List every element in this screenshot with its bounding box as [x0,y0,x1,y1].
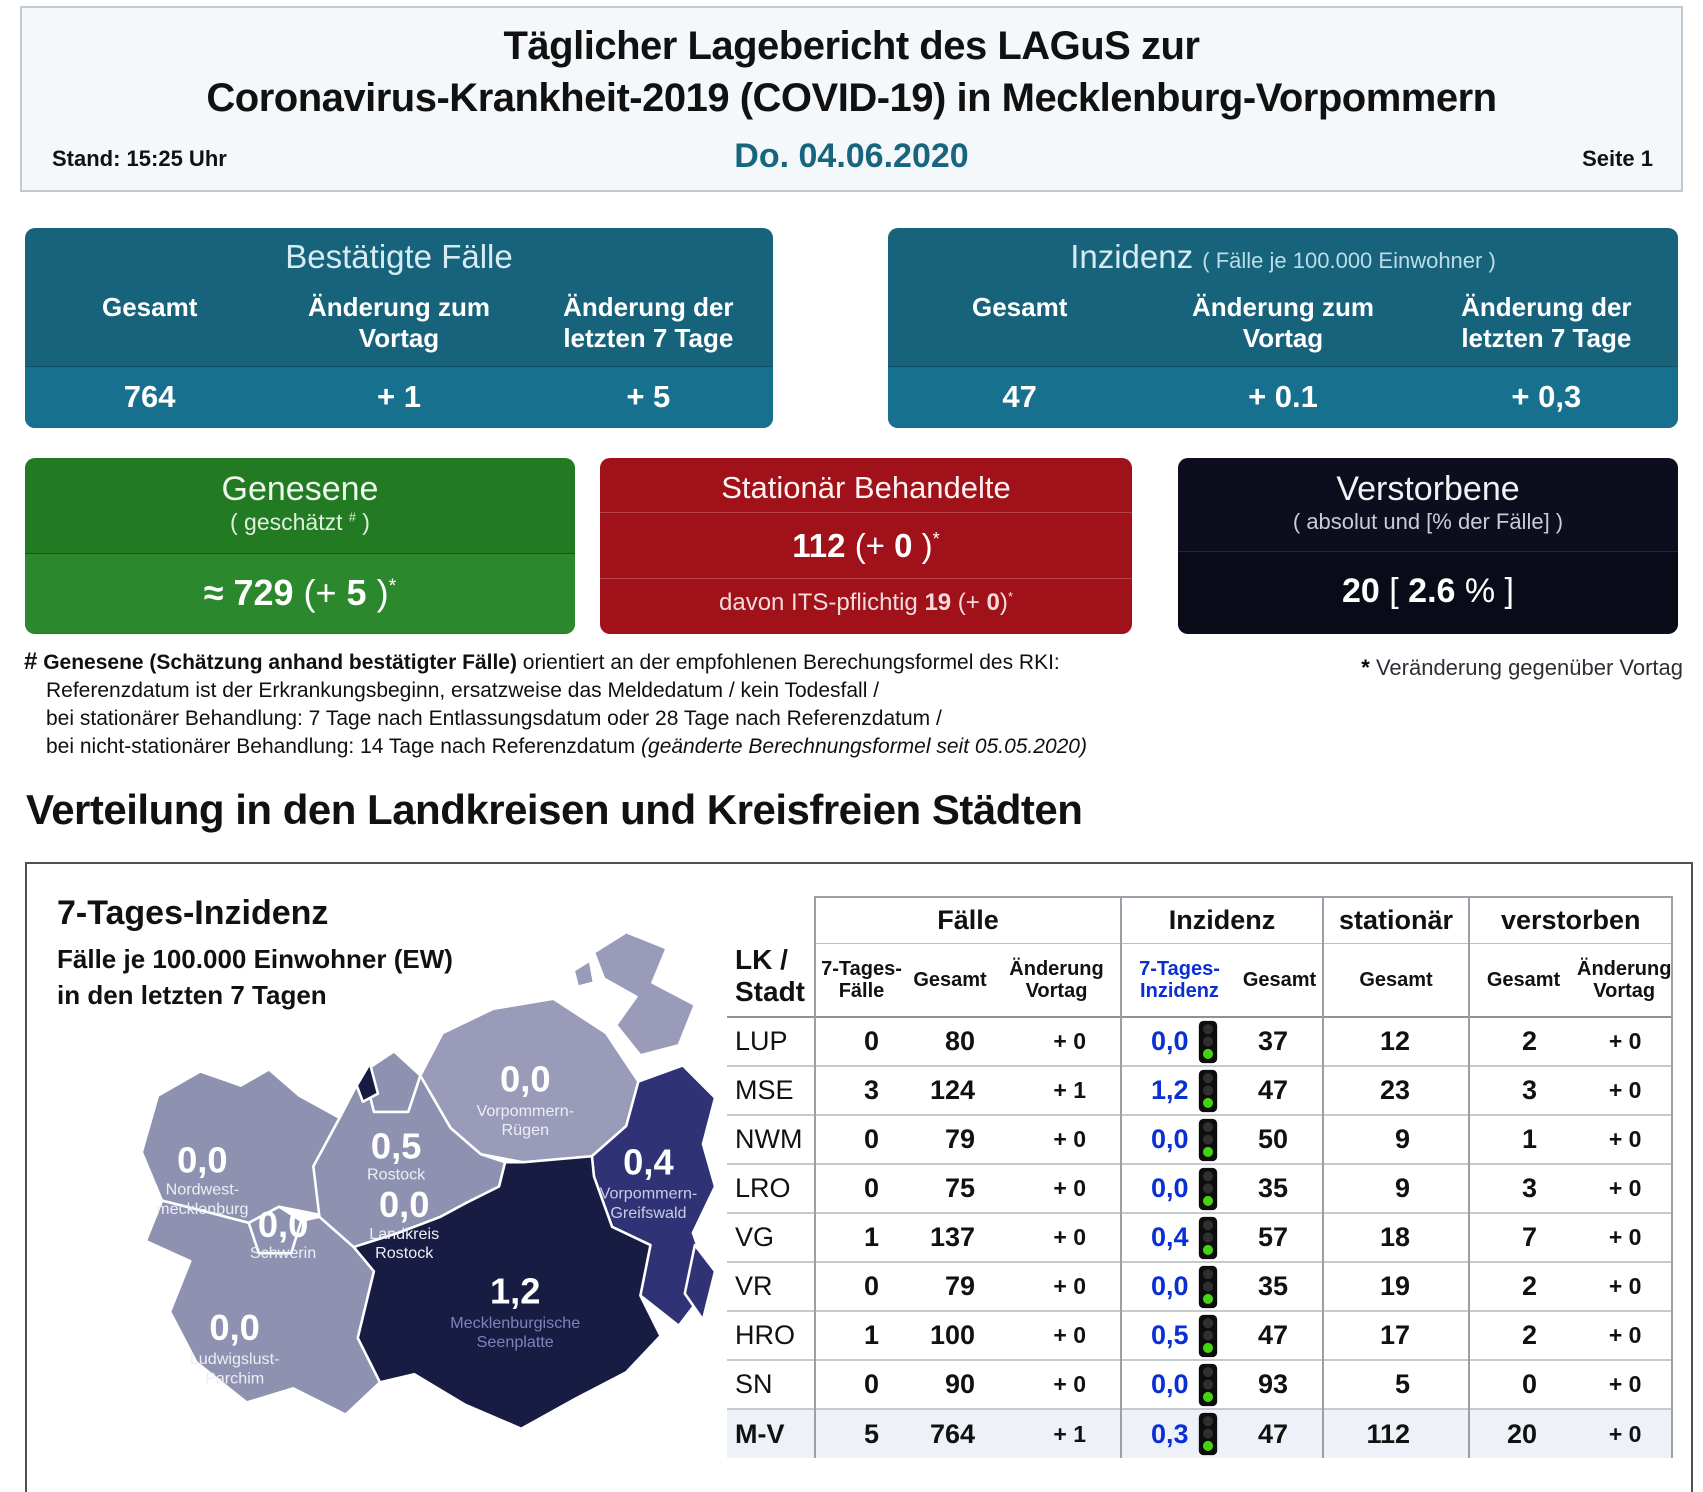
col-lk-stadt: LK / Stadt [735,944,805,1007]
confirmed-total: 764 [123,379,176,414]
svg-text:0,5: 0,5 [370,1125,422,1167]
cell-faelle-aenderung: + 1 [993,1066,1121,1115]
svg-text:0,0: 0,0 [209,1306,260,1348]
cell-7tages-faelle: 3 [815,1066,907,1115]
deceased-value: 20 [ 2.6 % ] [1178,552,1678,632]
svg-text:mecklenburg: mecklenburg [156,1199,249,1218]
cell-faelle-aenderung: + 0 [993,1017,1121,1066]
cell-stationaer-gesamt: 19 [1323,1262,1469,1311]
traffic-light-icon [1197,1314,1219,1358]
cell-stationaer-gesamt: 9 [1323,1115,1469,1164]
cell-verstorben-aenderung: + 0 [1577,1164,1672,1213]
asterisk-note: * Veränderung gegenüber Vortag [1361,655,1683,680]
table-row [727,1164,1672,1213]
cell-faelle-gesamt: 75 [907,1164,993,1213]
traffic-light-icon [1197,1363,1219,1407]
incidence-value: 0,3 [1150,1418,1189,1449]
cell-verstorben-aenderung: + 0 [1577,1360,1672,1409]
traffic-light-icon [1197,1216,1219,1260]
cell-verstorben-gesamt: 2 [1469,1017,1577,1066]
svg-text:Schwerin: Schwerin [249,1244,317,1263]
cell-inzidenz-gesamt: 35 [1237,1262,1323,1311]
cell-stationaer-gesamt: 9 [1323,1164,1469,1213]
cell-verstorben-gesamt: 1 [1469,1115,1577,1164]
incidence-delta-week: + 0,3 [1511,379,1582,414]
subcol-inzidenz-gesamt: Gesamt [1237,943,1323,1017]
incidence-title: Inzidenz ( Fälle je 100.000 Einwohner ) [1070,238,1496,275]
svg-text:0,0: 0,0 [177,1139,228,1181]
cell-stationaer-gesamt: 112 [1323,1409,1469,1458]
svg-text:Vorpommern-: Vorpommern- [476,1101,575,1120]
cell-verstorben-gesamt: 2 [1469,1311,1577,1360]
svg-text:Greifswald: Greifswald [610,1203,687,1222]
cell-7tages-inzidenz [1121,1017,1237,1066]
cell-inzidenz-gesamt: 47 [1237,1409,1323,1458]
cell-7tages-faelle: 0 [815,1017,907,1066]
cell-faelle-aenderung: + 0 [993,1360,1121,1409]
group-stationaer: stationär [1323,897,1469,943]
cell-stationaer-gesamt: 23 [1323,1066,1469,1115]
table-row [727,1066,1672,1115]
cell-inzidenz-gesamt: 37 [1237,1017,1323,1066]
map-subtitle-1: Fälle je 100.000 Einwohner (EW) [57,944,453,974]
group-inzidenz: Inzidenz [1121,897,1323,943]
deceased-title: Verstorbene [1336,470,1520,508]
svg-text:Rostock: Rostock [375,1244,434,1263]
icu-value: davon ITS-pflichtig 19 (+ 0)* [719,589,1013,616]
cell-7tages-faelle: 1 [815,1311,907,1360]
cell-verstorben-gesamt: 0 [1469,1360,1577,1409]
confirmed-cases-title: Bestätigte Fälle [285,238,513,275]
cell-7tages-faelle: 5 [815,1409,907,1458]
traffic-light-icon [1197,1069,1219,1113]
hospitalized-value: 112 (+ 0 )* [600,513,1132,579]
cell-verstorben-gesamt: 3 [1469,1066,1577,1115]
incidence-card [888,228,1678,428]
recovered-footnote [24,648,1174,761]
table-row [727,1262,1672,1311]
hospitalized-title: Stationär Behandelte [600,458,1132,513]
traffic-light-icon [1197,1167,1219,1211]
cell-verstorben-aenderung: + 0 [1577,1115,1672,1164]
map-subtitle-2: in den letzten 7 Tagen [57,980,327,1010]
confirmed-cases-values [25,366,773,428]
cell-7tages-inzidenz [1121,1360,1237,1409]
cell-7tages-faelle: 0 [815,1262,907,1311]
incidence-value: 1,2 [1150,1075,1189,1105]
cell-verstorben-aenderung: + 0 [1577,1409,1672,1458]
cell-verstorben-aenderung: + 0 [1577,1311,1672,1360]
report-timestamp: Stand: 15:25 Uhr [52,146,227,171]
report-title-line1: Täglicher Lagebericht des LAGuS zur [503,24,1200,68]
cell-faelle-gesamt: 137 [907,1213,993,1262]
svg-text:0,4: 0,4 [623,1141,674,1183]
deceased-card [1178,458,1678,634]
table-row [727,1409,1672,1458]
svg-text:Vorpommern-: Vorpommern- [599,1184,698,1203]
svg-text:Rügen: Rügen [501,1121,550,1140]
col-aenderung-7tage: Änderung der letzten 7 Tage [563,292,734,353]
incidence-values [888,366,1678,428]
incidence-value: 0,0 [1150,1369,1189,1399]
section-title: Verteilung in den Landkreisen und Kreisfreien Städten [26,786,1083,833]
col-aenderung-vortag: Änderung zum Vortag [307,292,490,353]
subcol-verstorben-gesamt: Gesamt [1469,943,1577,1017]
svg-text:Ludwigslust-: Ludwigslust- [189,1350,280,1369]
cell-stationaer-gesamt: 5 [1323,1360,1469,1409]
footnote-line4: bei nicht-stationärer Behandlung: 14 Tage nach Referenzdatum (geänderte Berechnungsformel seit 05.05.2020) [46,735,1087,758]
recovered-value: ≈ 729 (+ 5 )* [25,554,575,633]
cell-verstorben-gesamt: 20 [1469,1409,1577,1458]
incidence-total: 47 [1002,379,1037,414]
incidence-value: 0,0 [1150,1026,1189,1056]
svg-text:0,0: 0,0 [500,1058,551,1100]
cell-faelle-aenderung: + 0 [993,1213,1121,1262]
cell-faelle-gesamt: 100 [907,1311,993,1360]
cell-faelle-aenderung: + 0 [993,1262,1121,1311]
incidence-value: 0,4 [1150,1222,1189,1252]
table-row [727,1017,1672,1066]
subcol-faelle-gesamt: Gesamt [907,943,993,1017]
subcol-7tages-inzidenz: 7-Tages- Inzidenz [1121,943,1237,1017]
recovered-subtitle: ( geschätzt # ) [230,509,370,535]
cell-verstorben-gesamt: 3 [1469,1164,1577,1213]
cell-7tages-faelle: 0 [815,1164,907,1213]
svg-text:1,2: 1,2 [489,1270,541,1312]
report-date: Do. 04.06.2020 [734,137,969,175]
incidence-value: 0,5 [1150,1320,1189,1350]
cell-7tages-inzidenz [1121,1066,1237,1115]
group-faelle: Fälle [815,897,1121,943]
district-code: VG [727,1213,815,1262]
cell-verstorben-gesamt: 7 [1469,1213,1577,1262]
cell-faelle-aenderung: + 0 [993,1115,1121,1164]
col-gesamt: Gesamt [101,292,198,322]
cell-verstorben-aenderung: + 0 [1577,1017,1672,1066]
cell-inzidenz-gesamt: 57 [1237,1213,1323,1262]
district-panel [25,862,1693,1492]
recovered-card [25,458,575,634]
page-number: Seite 1 [1582,146,1653,171]
cell-inzidenz-gesamt: 47 [1237,1311,1323,1360]
deceased-subtitle: ( absolut und [% der Fälle] ) [1292,509,1564,534]
svg-text:0,0: 0,0 [257,1203,309,1245]
svg-text:Nordwest-: Nordwest- [165,1180,240,1199]
cell-faelle-gesamt: 124 [907,1066,993,1115]
cell-7tages-inzidenz [1121,1262,1237,1311]
cell-7tages-inzidenz [1121,1164,1237,1213]
incidence-value: 0,0 [1150,1271,1189,1301]
report-header [20,6,1683,192]
recovered-title: Genesene [221,470,379,508]
cell-7tages-inzidenz [1121,1311,1237,1360]
svg-text:Mecklenburgische: Mecklenburgische [450,1313,581,1332]
cell-verstorben-aenderung: + 0 [1577,1066,1672,1115]
cell-faelle-gesamt: 79 [907,1115,993,1164]
cell-faelle-gesamt: 79 [907,1262,993,1311]
cell-faelle-aenderung: + 0 [993,1311,1121,1360]
region-label-rostock-stadt [367,1125,426,1183]
subcol-stationaer-gesamt: Gesamt [1323,943,1469,1017]
cell-inzidenz-gesamt: 93 [1237,1360,1323,1409]
district-code: LRO [727,1164,815,1213]
incidence-map [37,912,727,1457]
cell-7tages-faelle: 0 [815,1115,907,1164]
cell-7tages-inzidenz [1121,1213,1237,1262]
district-table [727,896,1673,1458]
cell-faelle-gesamt: 80 [907,1017,993,1066]
col-aenderung-7tage: Änderung der letzten 7 Tage [1461,292,1632,353]
incidence-value: 0,0 [1150,1173,1189,1203]
footnote-line1: # Genesene (Schätzung anhand bestätigter Fälle) orientiert an der empfohlenen Berechungsformel des RKI: [24,648,1060,675]
report-title-line2: Coronavirus-Krankheit-2019 (COVID-19) in Mecklenburg-Vorpommern [206,76,1497,120]
district-code: LUP [727,1017,815,1066]
subcol-faelle-aenderung: Änderung Vortag [993,943,1121,1017]
table-row [727,1213,1672,1262]
cell-inzidenz-gesamt: 47 [1237,1066,1323,1115]
cell-faelle-aenderung: + 1 [993,1409,1121,1458]
confirmed-delta-day: + 1 [377,379,421,414]
cell-7tages-faelle: 0 [815,1360,907,1409]
cell-stationaer-gesamt: 18 [1323,1213,1469,1262]
svg-text:Seenplatte: Seenplatte [476,1332,554,1351]
recovered-title-block [25,458,575,554]
footnote-line2: Referenzdatum ist der Erkrankungsbeginn, ersatzweise das Meldedatum / kein Todesfall / [46,679,880,702]
district-code: SN [727,1360,815,1409]
district-code: VR [727,1262,815,1311]
hospitalized-card [600,458,1132,634]
deceased-title-block [1178,458,1678,552]
cell-verstorben-aenderung: + 0 [1577,1262,1672,1311]
cell-7tages-faelle: 1 [815,1213,907,1262]
table-row [727,1360,1672,1409]
confirmed-delta-week: + 5 [626,379,671,414]
cell-faelle-gesamt: 90 [907,1360,993,1409]
traffic-light-icon [1197,1020,1219,1064]
cell-7tages-inzidenz [1121,1409,1237,1458]
cell-inzidenz-gesamt: 35 [1237,1164,1323,1213]
map-title: 7-Tages-Inzidenz [57,894,329,932]
cell-verstorben-aenderung: + 0 [1577,1213,1672,1262]
traffic-light-icon [1197,1412,1219,1456]
group-verstorben: verstorben [1469,897,1672,943]
col-aenderung-vortag: Änderung zum Vortag [1191,292,1374,353]
traffic-light-icon [1197,1118,1219,1162]
cell-verstorben-gesamt: 2 [1469,1262,1577,1311]
cell-7tages-inzidenz [1121,1115,1237,1164]
report-title [22,20,1681,124]
incidence-delta-day: + 0.1 [1248,379,1318,414]
col-gesamt: Gesamt [971,292,1068,322]
confirmed-cases-headers [25,286,773,366]
incidence-headers [888,286,1678,366]
svg-text:Parchim: Parchim [205,1369,265,1388]
confirmed-cases-card [25,228,773,428]
cell-faelle-gesamt: 764 [907,1409,993,1458]
district-table-body [727,1017,1672,1458]
subcol-7tages-faelle: 7-Tages- Fälle [815,943,907,1017]
traffic-light-icon [1197,1265,1219,1309]
footnote-line3: bei stationärer Behandlung: 7 Tage nach Entlassungsdatum oder 28 Tage nach Referenzdatum / [46,707,942,730]
cell-stationaer-gesamt: 12 [1323,1017,1469,1066]
cell-faelle-aenderung: + 0 [993,1164,1121,1213]
district-code: MSE [727,1066,815,1115]
region-label-landkreis-rostock [369,1184,439,1262]
table-row [727,1115,1672,1164]
region-hiddensee-island [574,960,594,986]
district-code: NWM [727,1115,815,1164]
svg-text:Landkreis: Landkreis [369,1225,440,1243]
district-code: HRO [727,1311,815,1360]
region-label-schwerin [250,1204,316,1262]
table-row [727,1311,1672,1360]
incidence-value: 0,0 [1150,1124,1189,1154]
svg-text:Rostock: Rostock [367,1165,426,1184]
subcol-verstorben-aenderung: Änderung Vortag [1577,943,1672,1017]
cell-inzidenz-gesamt: 50 [1237,1115,1323,1164]
svg-text:0,0: 0,0 [378,1183,430,1225]
district-code: M-V [727,1409,815,1458]
cell-stationaer-gesamt: 17 [1323,1311,1469,1360]
